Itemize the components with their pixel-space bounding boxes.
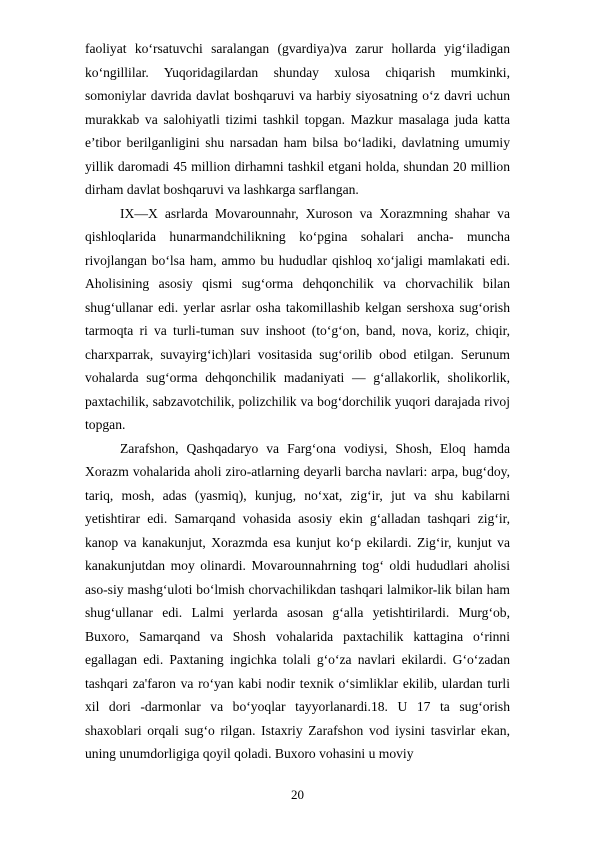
document-page [85, 37, 510, 766]
page-number: 20 [291, 787, 304, 802]
paragraph-1: faoliyat ko‘rsatuvchi saralangan (gvardiya)va zarur hollarda yig‘iladigan ko‘ngillilar. Yuqoridagilardan shunday xulosa chiqarish mumkinki, somoniylar davrida davlat boshqaruvi va harbiy siyosatning o‘z davri uchun murakkab va salohiyatli tizimi tashkil topgan. Mazkur masalaga juda katta e’tibor berilganligini shu narsadan ham bilsa bo‘ladiki, davlatning umumiy yillik daromadi 45 million dirhamni tashkil etgani holda, shundan 20 million dirham davlat boshqaruvi va lashkarga sarflangan. [85, 41, 510, 197]
paragraph-2: IX—X asrlarda Movarounnahr, Xuroson va Xorazmning shahar va qishloqlarida hunarmandchilikning ko‘pgina sohalari ancha- muncha rivojlangan bo‘lsa ham, ammo bu hududlar qishloq xo‘jaligi mamlakati edi. Aholisining asosiy qismi sug‘orma dehqonchilik va chorvachilik bilan shug‘ullanar edi. yerlar asrlar osha takomillashib kelgan sershoxa sug‘orish tarmoqta ri va turli-tuman suv inshoot (to‘g‘on, band, nova, koriz, chiqir, charxparrak, suvayirg‘ich)lari vositasida sug‘orilib obod etilgan. Serunum vohalarda sug‘orma dehqonchilik madaniyati — g‘allakorlik, sholikorlik, paxtachilik, sabzavotchilik, polizchilik va bog‘dorchilik yuqori darajada rivoj topgan. [85, 205, 510, 432]
paragraph-3: Zarafshon, Qashqadaryo va Farg‘ona vodiysi, Shosh, Eloq hamda Xorazm vohalarida aholi ziro-atlarning deyarli barcha navlari: arpa, bug‘doy, tariq, mosh, adas (yasmiq), kunjug, no‘xat, zig‘ir, jut va shu kabilarni yetishtirar edi. Samarqand vohasida asosiy ekin g‘alladan tashqari zig‘ir, kanop va kanakunjut, Xorazmda esa kunjut ko‘p ekilardi. Zig‘ir, kunjut va kanakunjutdan moy olinardi. Movarounnahrning tog‘ oldi hududlari aholisi aso-siy mashg‘uloti bo‘lmish chorvachilikdan tashqari lalmikor-lik bilan ham shug‘ullanar edi. Lalmi yerlarda asosan g‘alla yetishtirilardi. Murg‘ob, Buxoro, Samarqand va Shosh vohalarida paxtachilik kattagina o‘rinni egallagan edi. Paxtaning ingichka tolali g‘o‘za navlari ekilardi. G‘o‘zadan tashqari za'faron va ro‘yan kabi nodir texnik o‘simliklar ekilib, ulardan turli xil dori -darmonlar va bo‘yoqlar tayyorlanardi.18. U 17 ta sug‘orish shaxoblari orqali sug‘o rilgan. Istaxriy Zarafshon vod iysini tasvirlar ekan, uning unumdorligiga qoyil qoladi. Buxoro vohasini u moviy [85, 440, 510, 761]
